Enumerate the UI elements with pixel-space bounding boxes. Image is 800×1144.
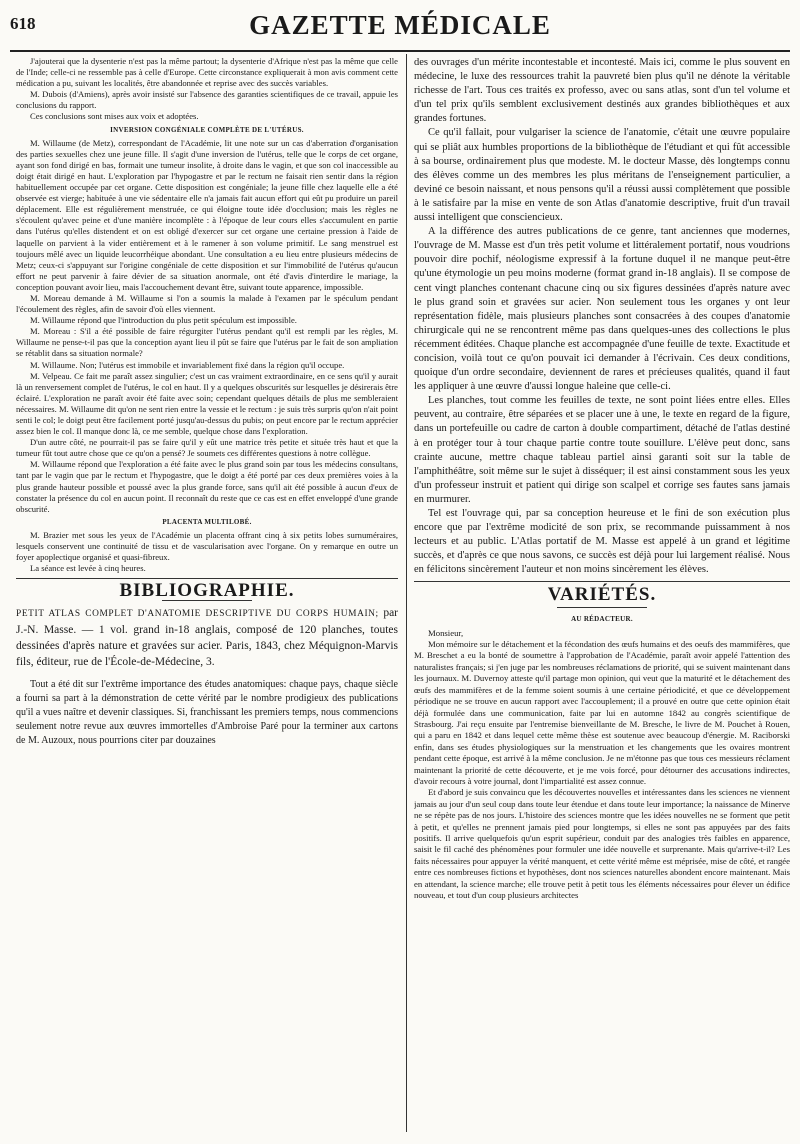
paragraph: M. Moreau : S'il a été possible de faire régurgiter l'utérus pendant qu'il est rempli par les règles, M. Willaume ne pense-t-il pas que la conception ayant lieu il pût se faire que l'utérus par le fait de son ampliation se rétablit dans sa situation normale? xyxy=(16,326,398,359)
paragraph: Ces conclusions sont mises aux voix et adoptées. xyxy=(30,111,199,122)
left-column xyxy=(16,56,398,1136)
paragraph: M. Velpeau. Ce fait me paraît assez singulier; c'est un cas vraiment extraordinaire, en ce sens qu'il y aurait là un renversement complet de l'utérus, le col en haut. Il y a quelques obscurités sur lesquelles je désirerais être éclairé. L'exploration ne paraît avoir été faite avec soin; cependant quelques détails de plus me sembleraient nécessaires. M. Willaume dit qu'on ne sent rien entre la vessie et le rectum : je suis très surpris qu'on n'ait point senti le col; le doigt peut être facilement porté jusqu'au-dessus du pubis; on peut encore par le rectum apprécier assez bien le col. Il manque donc là, ce me semble, quelque chose dans l'exploration. xyxy=(16,370,398,437)
paragraph: M. Brazier met sous les yeux de l'Académie un placenta offrant cinq à six petits lobes surnuméraires, lesquels conservent une continuité de tissu et de vascularisation avec l'organe. On y remarque en outre un foyer apoplectique organisé et quasi-fibreux. xyxy=(16,529,398,563)
section-title-varietes: VARIÉTÉS. xyxy=(547,584,657,606)
section-rule xyxy=(414,581,790,582)
paragraph: Mon mémoire sur le détachement et la fécondation des œufs humains et des oeufs des mammifères, que M. Breschet a eu la bonté de soumettre à l'approbation de l'Académie, paraît avoir appelé l'attention des naturalistes français; si j'en juge par les nombreuses réclamations de priorité, qui se suivent maintenant dans les journaux. M. Duvernoy atteste qu'il partage mon opinion, qui veut que la maturité et le détachement des œufs des mammifères et de la femme soient soumis à une certaine périodicité, et que ce développement périodique ne se trouve en aucun rapport avec l'accouplement; il a prouvé en outre que cette opinion était déjà formulée dans une communication, faite par lui en automne 1842 au congrès scientifique de Strasbourg. J'ai reçu ensuite par l'entremise bienveillante de M. Bresche, le livre de M. Pouchet à Rouen, qui a paru en 1842 et dans lequel cette même thèse est soutenue avec beaucoup d'énergie. M. Raciborski enfin, dans ses études physiologiques sur la menstruation et les changements que les ovaires montrent pendant cette époque, est arrivé à la même conclusion. Je ne m'étonne pas que tous ces messieurs réclament maintenant la priorité de cette découverte, et je me vois forcé, pour détourner des accusations indirectes, d'avoir recours à votre journal, dont l'impartialité est assez connue. xyxy=(414,639,790,786)
paragraph: D'un autre côté, ne pourrait-il pas se faire qu'il y eût une matrice très petite et située très haut et que la tumeur fût tout autre chose que ce qu'on a pensé? Je soumets ces différentes questions à notre collègue. xyxy=(16,437,398,459)
paragraph: M. Willaume. Non; l'utérus est immobile et invariablement fixé dans la région qu'il occupe. xyxy=(30,359,345,370)
salutation: Monsieur, xyxy=(428,627,464,638)
column-divider xyxy=(406,54,407,1132)
paragraph: J'ajouterai que la dysenterie n'est pas la même partout; la dysenterie d'Afrique n'est pas la même que celle de l'Inde; celle-ci ne ressemble pas à celle d'Europe. Cette circonstance expliquerait à mon avis comment cette médication a pu, suivant les localités, être abandonnée et reprise avec des succès variables. xyxy=(16,56,398,89)
subheading-inversion: INVERSION CONGÉNIALE COMPLÈTE DE L'UTÉRUS. xyxy=(110,125,304,134)
section-rule xyxy=(16,578,398,579)
paragraph: Les planches, tout comme les feuilles de texte, ne sont point liées entre elles. Elles peuvent, au contraire, être séparées et se placer une à une, le texte en regard de la figure, dans un portefeuille ou cadre de carton à double compartiment, détaché de l'atlas destiné à en protéger tour à tour chaque partie contre toute souillure. L'élève peut donc, sans crainte aucune, mettre chaque tableau partiel ainsi garanti soit sur la table de l'amphithéâtre, soit même sur le sujet à disséquer; il est ainsi constamment sous les yeux d'un professeur instruit et patient qui dirige son scalpel et corrige ses fautes sans jamais en murmurer. xyxy=(414,395,790,505)
right-column xyxy=(414,56,790,1136)
paragraph: Et d'abord je suis convaincu que les découvertes nouvelles et intéressantes dans les sciences ne viennent jamais au jour d'un seul coup dans toute leur étendue et dans toute leur importance; la naissance de Minerve ne se répète pas de nos jours. L'histoire des sciences montre que les idées nouvelles ne se forment que petit à petit, et qu'elles ne prennent jamais pied pour longtemps, si elles ne sont pas appuyées par des faits positifs. Il arrive quelquefois qu'un esprit supérieur, conduit par des analogies très faibles en apparence, saisit le fil caché des phénomènes pour formuler une idée nouvelle et surprenante. Mais qu'arrive-t-il? Les faits nécessaires pour appuyer la vérité manquent, et cette vérité même est méprisée, mise de côté, et rangée entre ces nombreuses fictions et hypothèses, dont nos sciences naturelles abondent encore maintenant. Mais en attendant, la science marche; elle trouve petit à petit tous les éléments nécessaires pour élever un édifice nouveau, et tout d'un coup plusieurs architectes xyxy=(414,787,790,900)
paragraph: A la différence des autres publications de ce genre, tant anciennes que modernes, l'ouvrage de M. Masse est d'un très petit volume et littéralement portatif, nous voudrions pouvoir dire pochif, néologisme expressif à la fortune duquel il ne manque peut-être qu'une étymologie un peu moins moderne (format grand in-18 anglais). Il se compose de cent vingt planches contenant chacune cinq ou six figures dessinées d'après nature avec le plus grand soin et gravées sur acier. Non seulement tous les organes y ont leur représentation fidèle, mais plusieurs planches sont consacrées à des coupes d'anatomie chirurgicale qui ne se rencontrent même pas dans quelques-unes des collections le plus récemment éditées. Chaque planche est accompagnée d'une feuille de texte. Exactitude et concision, voilà tout ce qu'on pouvait ici demander à l'écrivain. Ces deux conditions, quoique d'un ordre secondaire, deviennent de rares et précieuses qualités, quand il faut les appliquer à une œuvre d'aussi longue haleine que celle-ci. xyxy=(414,226,790,393)
header-rule xyxy=(10,50,790,52)
paragraph: M. Willaume répond que l'exploration a été faite avec le plus grand soin par tous les médecins consultans, tant par le vagin que par le rectum et l'hypogastre, que le doigt a été porté par ces deux premières voies à la plus grande hauteur possible et poussé avec la plus grande force, sans qu'il ait été possible à aucun d'eux de constater la présence du col en aucun point. Il reconnaît du reste que ce cas est en effet enveloppé d'une grande obscurité. xyxy=(16,459,398,514)
paragraph: La séance est levée à cinq heures. xyxy=(30,563,146,574)
book-title: PETIT ATLAS COMPLET D'ANATOMIE DESCRIPTIVE DU CORPS HUMAIN; xyxy=(16,609,379,620)
paragraph: M. Moreau demande à M. Willaume si l'on a soumis la malade à l'examen par le spéculum pendant l'écoulement des règles, afin de savoir d'où elles viennent. xyxy=(16,292,398,315)
book-citation xyxy=(16,605,398,670)
page-header xyxy=(10,10,790,50)
paragraph: M. Willaume répond que l'introduction du plus petit spéculum est impossible. xyxy=(30,315,297,326)
paragraph: M. Dubois (d'Amiens), après avoir insisté sur l'absence des garanties scientifiques de ce travail, appuie les conclusions du rapport. xyxy=(16,89,398,111)
paragraph: des ouvrages d'un mérite incontestable et incontesté. Mais ici, comme le plus souvent en médecine, le luxe des ressources trahit la pauvreté bien plus qu'il ne dénote la véritable richesse de l'art. Tous ces traités ex professo, avec ou sans atlas, sont d'un tel volume et d'un tel prix qu'ils semblent exclusivement destinés aux grandes bibliothèques et aux grandes fortunes. xyxy=(414,57,790,125)
paragraph: Tout a été dit sur l'extrême importance des études anatomiques: chaque pays, chaque siècle a fourni sa part à la démonstration de cette vérité par le nombre prodigieux des publications qu'il a vues naître et devenir classiques. Si, franchissant les premiers temps, nous commencions seulement notre revue aux œuvres immortelles d'Ambroise Paré pour la terminer aux cartons de M. Auzoux, nous pourrions citer par douzaines xyxy=(16,679,398,746)
book-details: par J.-N. Masse. — 1 vol. grand in-18 anglais, composé de 120 planches, toutes dessinées d'après nature et gravées sur acier. Paris, 1843, chez Méquignon-Marvis fils, éditeur, rue de l'École-de-Médecine, 3. xyxy=(16,607,398,669)
page-number: 618 xyxy=(10,14,36,33)
paragraph: Ce qu'il fallait, pour vulgariser la science de l'anatomie, c'était une œuvre populaire qui se pliât aux humbles proportions de la bibliothèque de l'étudiant et qui fût accessible à sa bourse, ordinairement plus que modeste. M. le docteur Masse, dès longtemps connu des élèves comme un des membres les plus méritans de l'enseignement particulier, a deviné ce besoin naissant, et nous pensons qu'il a réussi aussi complètement que possible à le satisfaire par la mise en vente de son Atlas d'anatomie descriptive, fruit d'un travail aussi intelligent que consciencieux. xyxy=(414,127,790,224)
title-rule xyxy=(557,607,647,608)
paragraph: Tel est l'ouvrage qui, par sa conception heureuse et le fini de son exécution plus encore que par l'extrême modicité de son prix, se recommande puissamment à nos lecteurs et au public. L'Atlas portatif de M. Masse est appelé à un grand et légitime succès, et d'après ce que nous savons, ce succès est déjà pour lui largement réalisé. Nous en félicitons sincèrement l'auteur et non moins sincèrement les élèves. xyxy=(414,508,790,576)
subheading-redacteur: AU RÉDACTEUR. xyxy=(571,614,633,623)
section-title-bibliographie: BIBLIOGRAPHIE. xyxy=(119,580,295,602)
paragraph: M. Willaume (de Metz), correspondant de l'Académie, lit une note sur un cas d'aberration d'organisation des parties sexuelles chez une jeune fille. Il s'agit d'une inversion de l'utérus, telle que le corps de cet organe, ayant son fond dirigé en bas, formait une tumeur insolite, à droite dans le vagin, et que son col inaccessible au doigt était dirigé en haut. L'exploration par l'hypogastre et par le rectum ne faisait rien sentir dans la région habituellement occupée par cet organe. Cette disposition est congéniale; la jeune fille chez laquelle elle a été observée est vierge; habituée à une vie sédentaire elle n'a jamais fait aucun effort qui eût pu produire un pareil déplacement. Elle est régulièrement menstruée, ce qui éloigne toute idée d'occlusion; mais les règles ne s'écoulent qu'avec peine et d'une manière incomplète : à l'époque de leur cours elles s'accumulent en partie dans l'utérus qu'elles distendent et on est obligé d'exercer sur cet organe une certaine pression à l'aide de laquelle on parvient à la vider entièrement et à le ramener à son volume primitif. Le sang menstruel est toujours mêlé avec un liquide leucorrhéique abondant. Une consultation a eu lieu entre plusieurs médecins de Metz; ceux-ci s'appuyant sur l'origine congéniale de cette disposition et sur l'immobilité de l'utérus qu'aucun effort ne peut parvenir à faire dévier de sa situation anormale, ont été d'avis d'interdire le mariage, la conception pouvant avoir lieu, mais l'accouchement devant être, suivant toute apparence, impossible. xyxy=(16,137,398,292)
subheading-placenta: PLACENTA MULTILOBÉ. xyxy=(162,517,252,526)
publication-title: GAZETTE MÉDICALE xyxy=(249,10,551,40)
